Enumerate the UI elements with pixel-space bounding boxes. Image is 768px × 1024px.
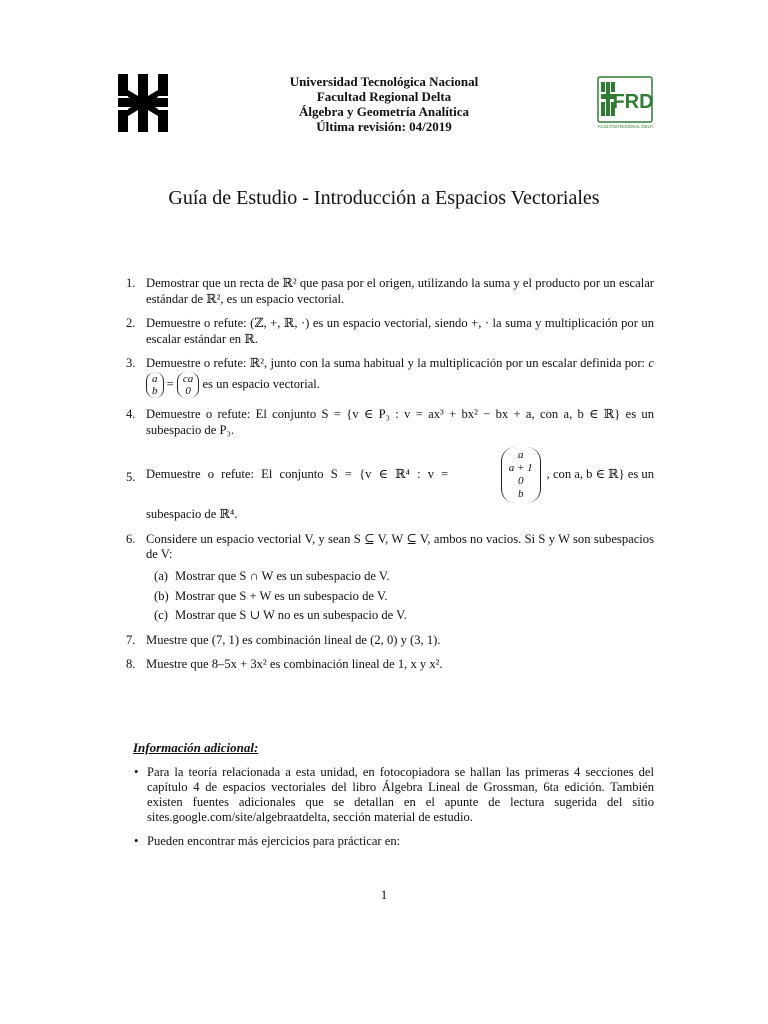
frd-logo-icon — [597, 76, 653, 130]
subproblem-text: Mostrar que S ∪ W no es un subespacio de V. — [175, 608, 407, 623]
subproblem-list — [154, 569, 654, 624]
problem-text-cont: , con a, b ∈ ℝ} es un — [546, 467, 654, 482]
frd-logo-caption: FACULTAD REGIONAL DELTA — [597, 124, 653, 129]
info-bullet-list — [133, 765, 654, 858]
faculty-name: Facultad Regional Delta — [316, 89, 452, 104]
page-title: Guía de Estudio - Introducción a Espacios Vectoriales — [168, 187, 600, 209]
subproblem-item — [154, 569, 654, 585]
vector-entry: a — [517, 449, 524, 462]
problem-number: 2. — [126, 316, 136, 331]
university-name: Universidad Tecnológica Nacional — [289, 74, 479, 89]
vector-entry: 0 — [185, 384, 191, 397]
problem-item: 3. Demuestre o refute: ℝ², junto con la suma habitual y la multiplicación por un escalar definida por: c a b = ca 0 es un espacio vectorial. — [126, 356, 654, 397]
problem-text: Demuestre o refute: ℝ², junto con la suma habitual y la multiplicación por un escalar definida por: — [146, 356, 649, 371]
problem-list — [126, 276, 654, 682]
vector-column — [501, 447, 541, 503]
problem-item — [126, 276, 654, 307]
problem-text: Muestre que 8–5x + 3x² es combinación lineal de 1, x y x². — [146, 657, 443, 672]
info-bullet — [133, 765, 654, 825]
subproblem-label: (a) — [154, 568, 168, 583]
subproblem-item — [154, 589, 654, 605]
vector-entry: b — [517, 488, 524, 501]
document-header — [184, 74, 584, 134]
vector-rhs — [177, 372, 199, 398]
problem-text: Demuestre o refute: El conjunto S = {v ∈ P₃ : v = ax³ + bx² − bx + a, con a, b ∈ ℝ} es un subespacio de P₃. — [146, 406, 654, 437]
problem-text: Considere un espacio vectorial V, y sean S ⊆ V, W ⊆ V, ambos no vacios. Si S y W son subespacios de V: — [146, 531, 654, 562]
subproblem-text: Mostrar que S + W es un subespacio de V. — [175, 588, 388, 603]
info-heading: Información adicional: — [133, 740, 259, 755]
problem-number: 6. — [126, 531, 136, 546]
bullet-icon: • — [134, 765, 139, 779]
problem-text: Demuestre o refute: (ℤ, +, ℝ, ·) es un espacio vectorial, siendo +, · la suma y multiplicación por un escalar estándar en ℝ. — [146, 316, 654, 346]
problem-item — [126, 532, 654, 624]
revision-date: Última revisión: 04/2019 — [316, 119, 452, 134]
subproblem-text: Mostrar que S ∩ W es un subespacio de V. — [175, 568, 390, 583]
vector-entry: 0 — [517, 475, 524, 488]
info-bullet-text: Para la teoría relacionada a esta unidad, en fotocopiadora se hallan las primeras 4 secciones del capítulo 4 de espacios vectoriales del libro Álgebra Lineal de Grossman, 6ta edición. También existen fuentes adicionales que se detallan en el apunte de lectura sugerida del sitio sites.google.com/site/algebraatdelta, sección material de estudio. — [147, 765, 654, 824]
problem-number: 8. — [126, 657, 136, 672]
subproblem-label: (c) — [154, 608, 168, 623]
problem-number: 1. — [126, 276, 136, 290]
subproblem-item — [154, 608, 654, 624]
subproblem-label: (b) — [154, 588, 169, 603]
problem-item — [126, 447, 654, 523]
info-bullet-text: Pueden encontrar más ejercicios para prácticar en: — [147, 834, 401, 848]
problem-text-end: subespacio de ℝ⁴. — [146, 507, 238, 522]
problem-item — [126, 633, 654, 649]
page-number: 1 — [380, 887, 388, 902]
problem-text-row — [146, 447, 654, 503]
problem-text: Demuestre o refute: El conjunto S = {v ∈ ℝ⁴ : v = — [146, 467, 449, 482]
bullet-icon: • — [134, 834, 139, 848]
problem-item — [126, 316, 654, 347]
vector-entry: a — [152, 372, 158, 385]
problem-item — [126, 657, 654, 673]
vector-lhs — [146, 372, 164, 398]
utn-logo-icon — [118, 74, 168, 132]
problem-number: 5. — [126, 470, 136, 485]
vector-entry: b — [152, 384, 158, 397]
vector-entry: ca — [182, 372, 194, 385]
frd-logo-text: FRD — [612, 91, 653, 113]
problem-text: Muestre que (7, 1) es combinación lineal de (2, 0) y (3, 1). — [146, 632, 441, 647]
info-bullet — [133, 834, 654, 849]
problem-number: 3. — [126, 356, 136, 371]
vector-entry: a + 1 — [508, 462, 533, 475]
course-name: Álgebra y Geometría Analítica — [298, 104, 470, 119]
problem-number: 4. — [126, 406, 136, 421]
scalar-symbol: c — [648, 356, 654, 371]
problem-number: 7. — [126, 632, 136, 647]
problem-item — [126, 407, 654, 438]
problem-text: Demostrar que un recta de ℝ² que pasa por el origen, utilizando la suma y el producto por un escalar estándar de ℝ², es un espacio vectorial. — [146, 276, 654, 306]
problem-text-end: es un espacio vectorial. — [199, 376, 320, 391]
